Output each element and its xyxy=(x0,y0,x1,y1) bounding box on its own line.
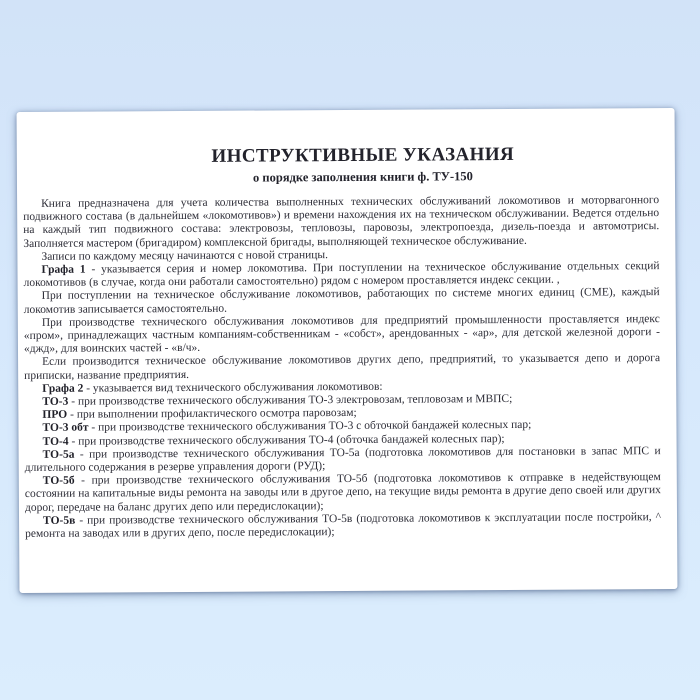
document-body xyxy=(23,194,661,541)
paragraph xyxy=(25,511,661,541)
paragraph-lead: Графа 1 xyxy=(41,263,86,276)
paragraph xyxy=(23,194,659,251)
document-content xyxy=(17,108,678,541)
paragraph-text: - при выполнении профилактического осмотра паровозам; xyxy=(67,407,357,421)
paragraph-text: При производстве технического обслуживания локомотивов для предприятий промышленности проставляется индекс «пром», принадлежащих частным компаниям-собственникам - «собст», арендованных - «ар», для детской железной дороги - «джд», для воинских частей - «в/ч». xyxy=(23,312,660,356)
paragraph-text: - при производстве технического обслуживания ТО-4 (обточка бандажей колесных пар); xyxy=(68,432,505,448)
paragraph-lead: ТО-5в xyxy=(42,514,76,527)
document-heading xyxy=(23,144,659,187)
paragraph-lead: ТО-3 обт xyxy=(42,421,89,435)
paragraph-lead: ПРО xyxy=(42,408,68,422)
paragraph-text: - при производстве технического обслуживания ТО-5б (подготовка локомотивов к отправке в недействующем состоянии на капитальные виды ремонта на заводы или в другое депо, на текущие виды ремонта в другие депо своей или других дорог, передаче на баланс других депо или передислокации); xyxy=(24,471,661,514)
paragraph-lead: ТО-4 xyxy=(42,435,69,448)
paragraph-text: - при производстве технического обслуживания ТО-5в (подготовка локомотивов к эксплуатации после постройки, ^ ремонта на заводах или в других депо, после передислокации); xyxy=(25,510,662,540)
paragraph xyxy=(24,286,660,316)
paragraph-lead: ТО-5а xyxy=(42,448,75,461)
paragraph xyxy=(25,471,661,514)
scanned-document-page xyxy=(17,108,678,593)
paragraph-text: Если производится техническое обслуживание локомотивов других депо, предприятий, то указывается депо и дорога приписки, название предприятия. xyxy=(24,352,661,382)
paragraph xyxy=(24,313,660,356)
paragraph-lead: ТО-5б xyxy=(42,474,75,488)
paragraph-lead: ТО-3 xyxy=(42,395,69,408)
paragraph xyxy=(25,445,661,475)
paragraph-text: - при производстве технического обслуживания ТО-3 электровозам, тепловозам и МВПС; xyxy=(68,392,513,408)
paragraph-lead: Графа 2 xyxy=(42,382,84,395)
paragraph-text: Записи по каждому месяцу начинаются с новой страницы. xyxy=(41,248,329,263)
document-subtitle: о порядке заполнения книги ф. ТУ-150 xyxy=(252,169,473,185)
paragraph-text: При поступлении на техническое обслуживание локомотивов, работающих по системе многих единиц (СМЕ), каждый локомотив записывается самостоятельно. xyxy=(23,286,660,316)
paragraph-text: Книга предназначена для учета количества выполненных технических обслуживаний локомотивов и моторвагонного подвижного состава (в дальнейшем «локомотивов») и времени нахождения их на техническом обслуживании. Ведется отдельно на каждый тип подвижного состава: электровозы, тепловозы, паровозы, электропоезда, дизель-поезда и автомотрисы. Заполняется мастером (бригадиром) комплексной бригады, выполняющей техническое обслуживание. xyxy=(23,193,660,250)
paragraph xyxy=(23,260,659,290)
paragraph-text: - при производстве технического обслуживания ТО-3 с обточкой бандажей колесных пар; xyxy=(88,419,532,434)
paragraph-text: - указывается серия и номер локомотива. При поступлении на техническое обслуживание отдельных секций локомотивов (в случае, когда они работали самостоятельно) рядом с номером проставляется индекс секции. , xyxy=(23,259,660,290)
paragraph-text: - указывается вид технического обслуживания локомотивов: xyxy=(83,380,383,395)
paragraph xyxy=(24,352,660,382)
paragraph-text: - при производстве технического обслуживания ТО-5а (подготовка локомотивов для постановки в запас МПС и длительного содержания в резерве управления дороги (РУД); xyxy=(24,444,661,474)
document-title: ИНСТРУКТИВНЫЕ УКАЗАНИЯ xyxy=(211,143,515,167)
